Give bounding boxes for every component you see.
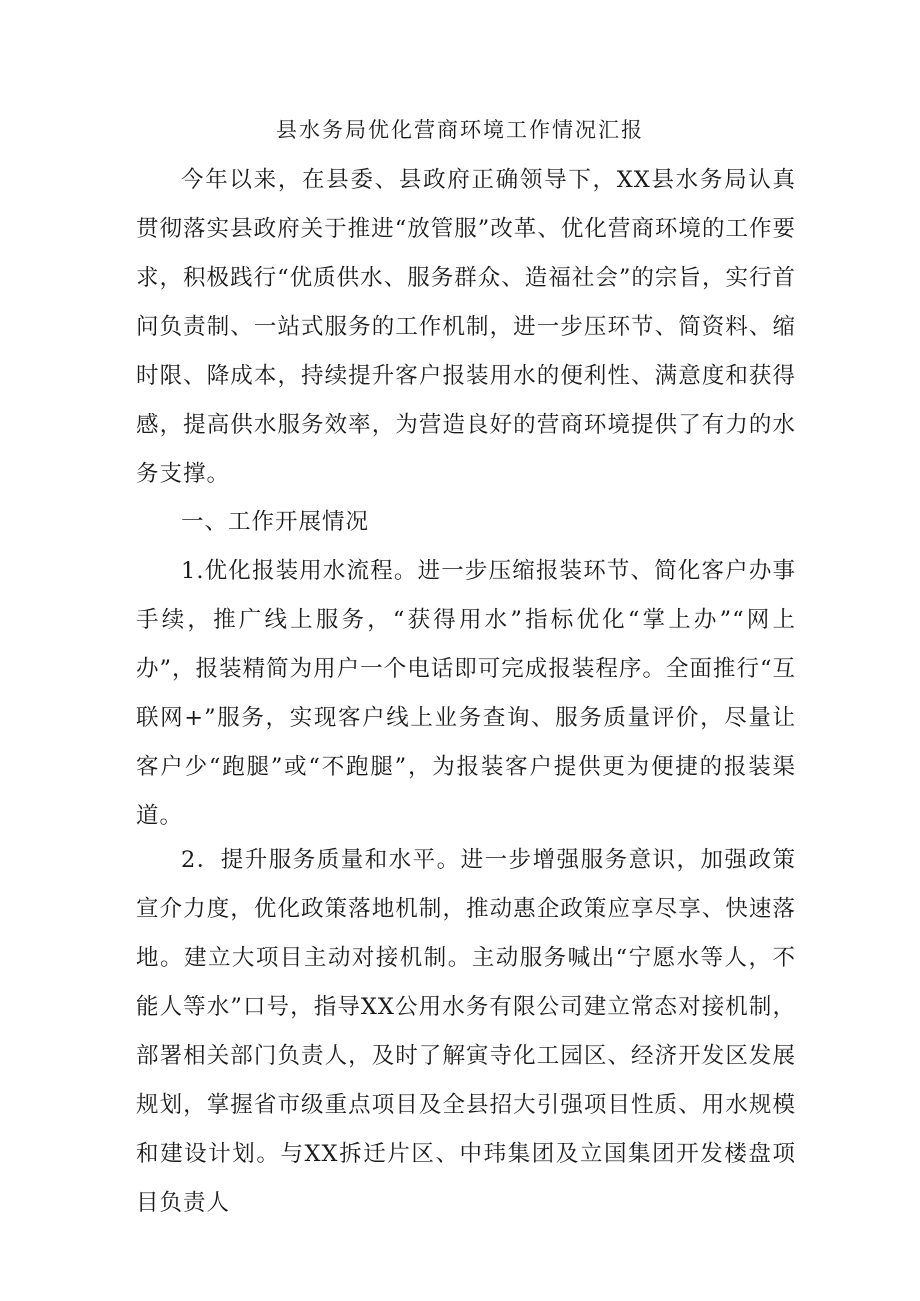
section-1-heading: 一、工作开展情况 [181,509,370,535]
intro-paragraph [136,156,796,499]
item-2-paragraph [136,836,796,1228]
item-1-paragraph [136,547,796,841]
item-2-text: 2．提升服务质量和水平。进一步增强服务意识，加强政策宣介力度，优化政策落地机制，推动惠企政策应享尽享、快速落地。建立大项目主动对接机制。主动服务喊出“宁愿水等人，不能人等水”口号，指导XX公用水务有限公司建立常态对接机制，部署相关部门负责人，及时了解寅寺化工园区、经济开发区发展规划，掌握省市级重点项目及全县招大引强项目性质、用水规模和建设计划。与XX拆迁片区、中玮集团及立国集团开发楼盘项目负责人 [136,847,796,1216]
intro-text: 今年以来，在县委、县政府正确领导下，XX县水务局认真贯彻落实县政府关于推进“放管服”改革、优化营商环境的工作要求，积极践行“优质供水、服务群众、造福社会”的宗旨，实行首问负责制、一站式服务的工作机制，进一步压环节、简资料、缩时限、降成本，持续提升客户报装用水的便利性、满意度和获得感，提高供水服务效率，为营造良好的营商环境提供了有力的水务支撑。 [136,167,796,487]
section-heading [136,498,796,547]
item-1-text: 1.优化报装用水流程。进一步压缩报装环节、简化客户办事手续，推广线上服务，“获得用水”指标优化“掌上办”“网上办”，报装精简为用户一个电话即可完成报装程序。全面推行“互联网+”服务，实现客户线上业务查询、服务质量评价，尽量让客户少“跑腿”或“不跑腿”，为报装客户提供更为便捷的报装渠道。 [136,558,796,829]
document-title: 县水务局优化营商环境工作情况汇报 [276,118,644,142]
